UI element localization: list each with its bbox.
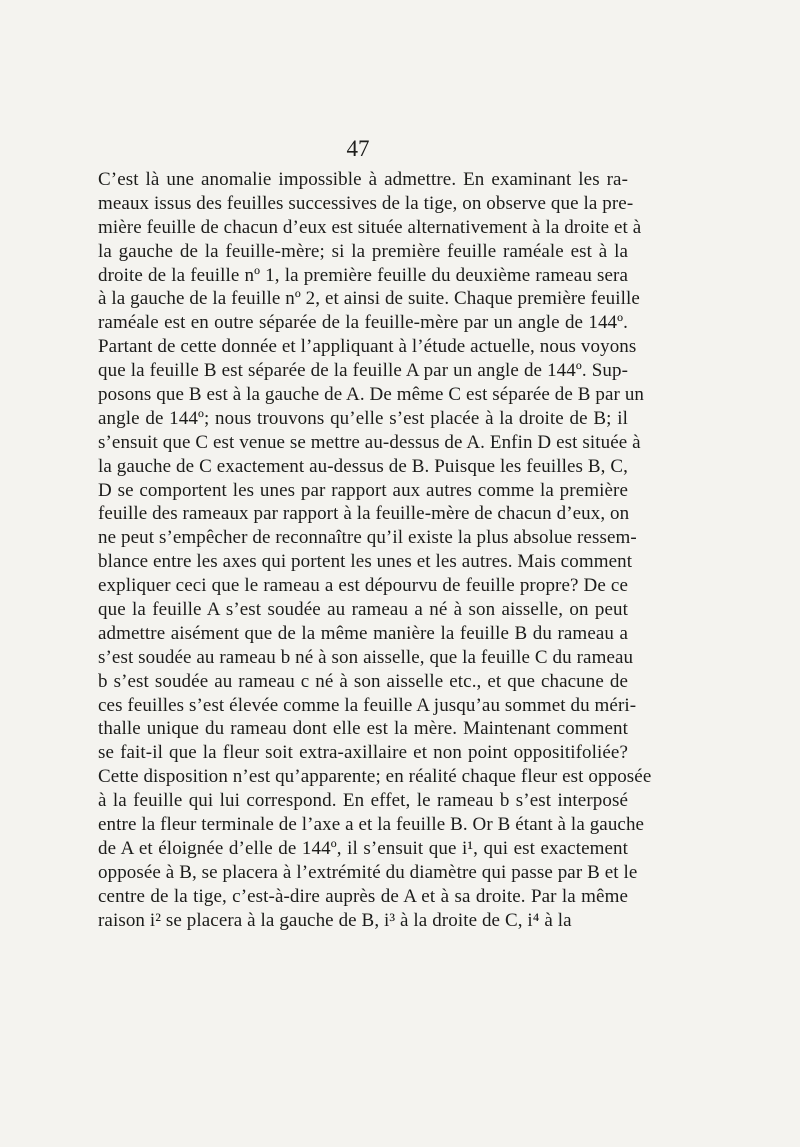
text-line: posons que B est à la gauche de A. De même C est séparée de B par un xyxy=(98,384,645,406)
text-line: Cette disposition n’est qu’apparente; en réalité chaque fleur est opposée xyxy=(98,766,652,788)
text-line: centre de la tige, c’est-à-dire auprès de A et à sa droite. Par la même xyxy=(98,885,628,907)
text-line: entre la fleur terminale de l’axe a et la feuille B. Or B étant à la gauche xyxy=(98,814,645,836)
text-line: s’ensuit que C est venue se mettre au-dessus de A. Enfin D est située à xyxy=(98,431,641,453)
text-line: que la feuille A s’est soudée au rameau a né à son aisselle, on peut xyxy=(98,599,628,621)
text-line: raméale est en outre séparée de la feuille-mère par un angle de 144º. xyxy=(98,312,628,334)
text-line: se fait-il que la fleur soit extra-axillaire et non point oppositifoliée? xyxy=(98,742,628,764)
text-line: Partant de cette donnée et l’appliquant à l’étude actuelle, nous voyons xyxy=(98,336,637,358)
text-line: expliquer ceci que le rameau a est dépourvu de feuille propre? De ce xyxy=(98,575,628,597)
text-line: mière feuille de chacun d’eux est située alternativement à la droite et à xyxy=(98,216,642,238)
text-line: angle de 144º; nous trouvons qu’elle s’est placée à la droite de B; il xyxy=(98,407,628,429)
text-line: ne peut s’empêcher de reconnaître qu’il existe la plus absolue ressem- xyxy=(98,527,637,549)
page-number: 47 xyxy=(346,136,370,161)
text-line: b s’est soudée au rameau c né à son aisselle etc., et que chacune de xyxy=(98,670,628,692)
text-line: meaux issus des feuilles successives de la tige, on observe que la pre- xyxy=(98,192,634,214)
text-line: C’est là une anomalie impossible à admettre. En examinant les ra- xyxy=(98,169,628,190)
text-line: admettre aisément que de la même manière la feuille B du rameau a xyxy=(98,622,628,644)
text-line: droite de la feuille nº 1, la première feuille du deuxième rameau sera xyxy=(98,264,628,286)
text-line: D se comportent les unes par rapport aux autres comme la première xyxy=(98,479,628,501)
text-line: feuille des rameaux par rapport à la feuille-mère de chacun d’eux, on xyxy=(98,503,630,525)
text-line: opposée à B, se placera à l’extrémité du diamètre qui passe par B et le xyxy=(98,861,638,883)
text-line: que la feuille B est séparée de la feuille A par un angle de 144º. Sup- xyxy=(98,360,628,382)
text-line: raison i² se placera à la gauche de B, i³ à la droite de C, i⁴ à la xyxy=(98,909,572,931)
text-line: s’est soudée au rameau b né à son aisselle, que la feuille C du rameau xyxy=(98,646,634,668)
text-line: à la gauche de la feuille nº 2, et ainsi de suite. Chaque première feuille xyxy=(98,288,640,310)
text-line: la gauche de la feuille-mère; si la première feuille raméale est à la xyxy=(98,240,628,262)
text-line: à la feuille qui lui correspond. En effet, le rameau b s’est interposé xyxy=(98,790,628,812)
text-line: ces feuilles s’est élevée comme la feuille A jusqu’au sommet du méri- xyxy=(98,694,637,716)
text-line: thalle unique du rameau dont elle est la mère. Maintenant comment xyxy=(98,718,628,740)
text-line: la gauche de C exactement au-dessus de B. Puisque les feuilles B, C, xyxy=(98,455,628,477)
text-line: blance entre les axes qui portent les unes et les autres. Mais comment xyxy=(98,551,633,573)
text-line: de A et éloignée d’elle de 144º, il s’ensuit que i¹, qui est exactement xyxy=(98,837,628,859)
body-text xyxy=(98,168,652,933)
